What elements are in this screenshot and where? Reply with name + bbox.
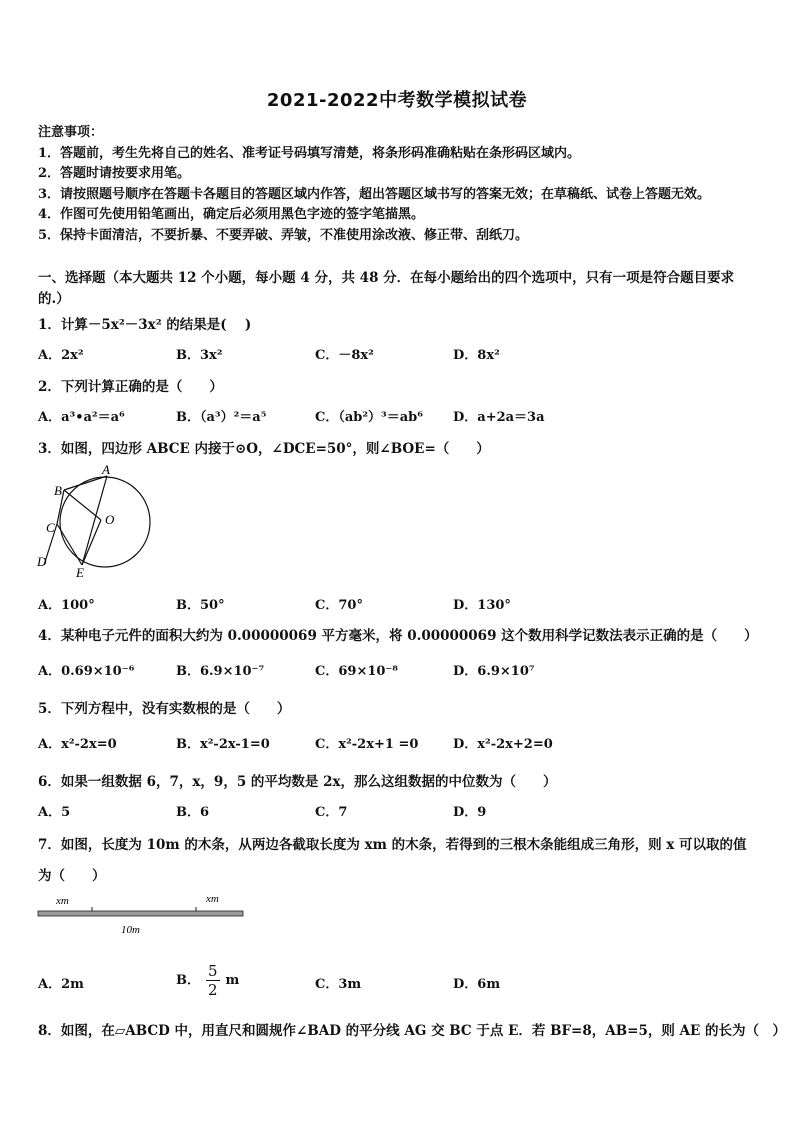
q2-option-d: D．a+2a＝3a (453, 410, 545, 425)
q1-option-a: A．2x² (38, 348, 84, 363)
q1-stem: 1．计算－5x²－3x² 的结果是( ) (38, 317, 252, 333)
q1-option-b: B．3x² (176, 348, 223, 363)
q7-stem-line2: 为（ ） (38, 868, 106, 884)
q3-stem: 3．如图，四边形 ABCE 内接于⊙O，∠DCE=50°，则∠BOE=（ ） (38, 441, 490, 457)
q5-option-c: C．x²-2x+1 =0 (315, 737, 419, 752)
q5-stem: 5．下列方程中，没有实数根的是（ ） (38, 701, 291, 717)
q6-option-d: D．9 (453, 805, 487, 820)
q8-stem: 8．如图，在▱ABCD 中，用直尺和圆规作∠BAD 的平分线 AG 交 BC 于点 E．若 BF=8，AB=5，则 AE 的长为（ ） (38, 1023, 787, 1039)
section-heading-line1: 一、选择题（本大题共 12 个小题，每小题 4 分，共 48 分．在每小题给出的四个选项中，只有一项是符合题目要求 (38, 270, 735, 286)
q6-option-c: C．7 (315, 805, 348, 820)
fraction-numerator: 5 (208, 962, 218, 980)
q1-option-d: D．8x² (453, 348, 500, 363)
q2-option-c: C．（ab²）³＝ab⁶ (315, 410, 423, 425)
label-10m: 10m (121, 924, 140, 936)
notice-item-3: 3．请按照题号顺序在答题卡各题目的答题区域内作答，超出答题区域书写的答案无效；在草稿纸、试卷上答题无效。 (38, 187, 711, 202)
q7-option-b (176, 962, 239, 999)
notice-item-4: 4．作图可先使用铅笔画出，确定后必须用黑色字迹的签字笔描黑。 (38, 207, 425, 222)
q7-option-a: A．2m (38, 977, 84, 992)
q5-option-d: D．x²-2x+2=0 (453, 737, 553, 752)
section-heading-line2: 的.） (38, 291, 70, 307)
label-a: A (102, 462, 110, 477)
notice-item-5: 5．保持卡面清洁，不要折暴、不要弄破、弄皱，不准使用涂改液、修正带、刮纸刀。 (38, 228, 529, 243)
wooden-stick (38, 911, 243, 916)
label-c: C (46, 520, 55, 535)
q4-option-b: B．6.9×10⁻⁷ (176, 664, 265, 679)
label-left-xm: xm (56, 895, 69, 907)
q4-option-d: D．6.9×10⁷ (453, 664, 535, 679)
fraction (206, 962, 220, 999)
q3-option-b: B．50° (176, 598, 225, 613)
q7-option-d: D．6m (453, 977, 501, 992)
q6-option-b: B．6 (176, 805, 210, 820)
label-right-xm: xm (206, 893, 219, 905)
q5-option-a: A．x²-2x=0 (38, 737, 117, 752)
label-b: B (54, 483, 62, 498)
q3-option-c: C．70° (315, 598, 363, 613)
q5-option-b: B．x²-2x-1=0 (176, 737, 270, 752)
q7-option-b-unit: m (225, 973, 240, 988)
label-e: E (76, 565, 84, 580)
q7-option-c: C．3m (315, 977, 362, 992)
q6-stem: 6．如果一组数据 6，7，x，9，5 的平均数是 2x，那么这组数据的中位数为（ ） (38, 774, 557, 790)
q3-circle-figure (34, 462, 158, 580)
q3-option-d: D．130° (453, 598, 511, 613)
notice-heading: 注意事项： (38, 125, 104, 140)
notice-item-1: 1．答题前，考生先将自己的姓名、准考证号码填写清楚，将条形码准确粘贴在条形码区域内。 (38, 146, 581, 161)
q2-stem: 2．下列计算正确的是（ ） (38, 379, 223, 395)
fraction-denominator: 2 (208, 981, 218, 999)
q4-stem: 4．某种电子元件的面积大约为 0.00000069 平方毫米，将 0.00000069 这个数用科学记数法表示正确的是（ ） (38, 628, 758, 644)
q7-option-b-prefix: B． (176, 973, 200, 988)
label-o: O (105, 512, 115, 527)
q1-option-c: C．－8x² (315, 348, 374, 363)
notice-item-2: 2．答题时请按要求用笔。 (38, 166, 191, 181)
q6-option-a: A．5 (38, 805, 71, 820)
q3-option-a: A．100° (38, 598, 95, 613)
label-d: D (37, 554, 47, 569)
q4-option-a: A．0.69×10⁻⁶ (38, 664, 135, 679)
q7-stem-line1: 7．如图，长度为 10m 的木条，从两边各截取长度为 xm 的木条，若得到的三根木条能组成三角形，则 x 可以取的值 (38, 837, 747, 853)
q2-option-a: A．a³•a²＝a⁶ (38, 410, 125, 425)
q7-stick-figure (36, 890, 248, 938)
q2-option-b: B．（a³）²＝a⁵ (176, 410, 267, 425)
q4-option-c: C．69×10⁻⁸ (315, 664, 398, 679)
page-title: 2021-2022中考数学模拟试卷 (266, 90, 528, 111)
